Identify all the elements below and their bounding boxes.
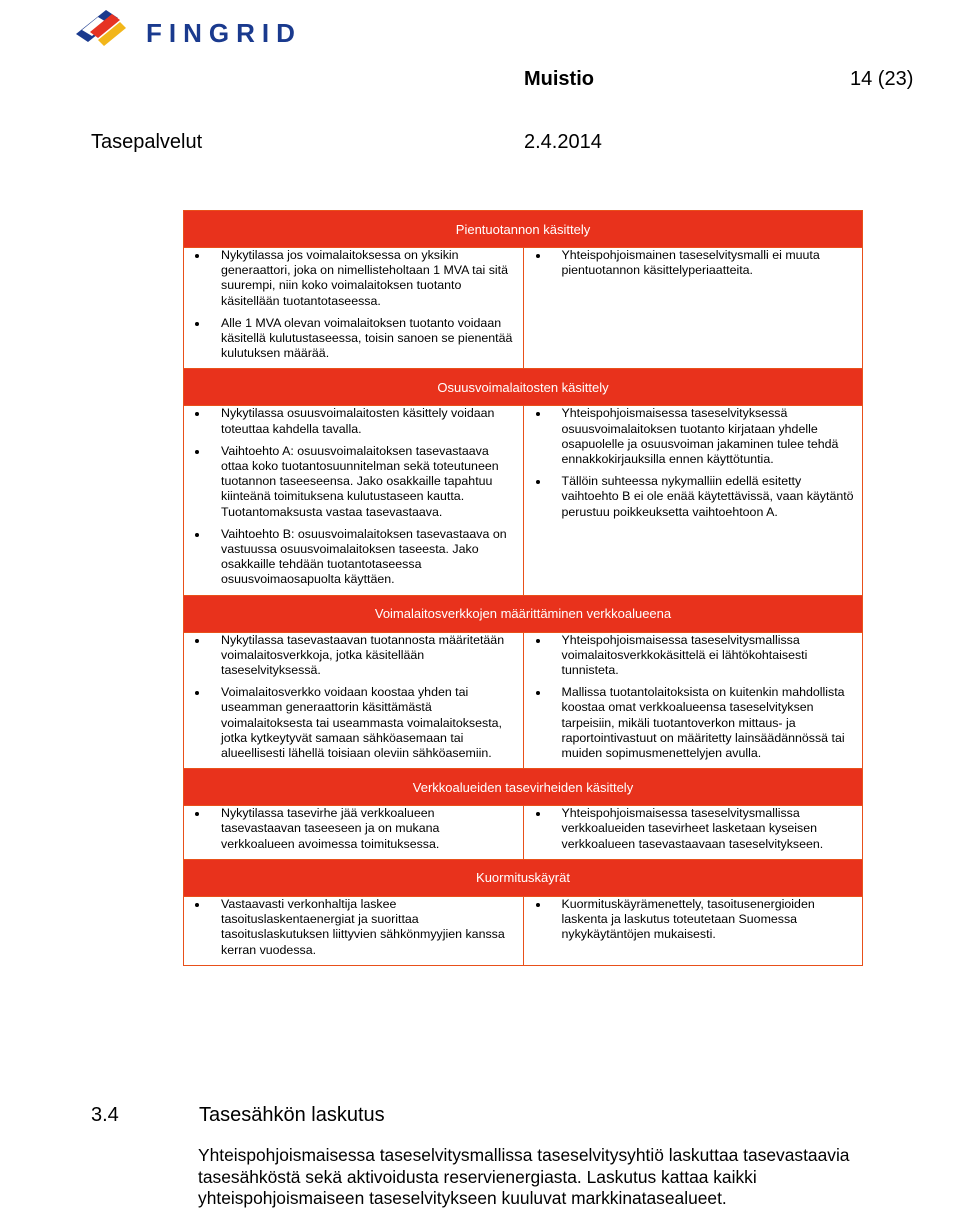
section-title-text: Tasesähkön laskutus bbox=[199, 1104, 385, 1126]
list-item: Voimalaitosverkko voidaan koostaa yhden tai useamman generaattorin käsittämästä voimalaitoksesta tai useammasta voimalaitoksesta, jotka kytkeytyvät samaan sähköasemaan tai alueellisesti lähellä toisiaan oleviin sähköasemiin. bbox=[184, 685, 523, 761]
comparison-table bbox=[183, 210, 863, 966]
section-header: Osuusvoimalaitosten käsittely bbox=[184, 369, 863, 406]
logo-mark-icon bbox=[76, 10, 126, 46]
fingrid-logo bbox=[68, 4, 308, 54]
document-type: Muistio bbox=[524, 68, 594, 90]
nordic-model-cell bbox=[523, 632, 863, 769]
list-item: Kuormituskäyrämenettely, tasoitusenergioiden laskenta ja laskutus toteutetaan Suomessa nykykäytäntöjen mukaisesti. bbox=[524, 897, 863, 943]
table-row bbox=[184, 806, 863, 860]
current-state-cell bbox=[184, 896, 524, 965]
list-item: Nykytilassa osuusvoimalaitosten käsittely voidaan toteuttaa kahdella tavalla. bbox=[184, 406, 523, 436]
section-body-text: Yhteispohjoismaisessa taseselvitysmallissa taseselvitysyhtiö laskuttaa tasevastaavia tasesähköstä sekä aktivoidusta reservienergiasta. Laskutus kattaa kaikki yhteispohjoismaiseen taseselvitykseen kuuluvat markkinatasealueet. bbox=[198, 1145, 850, 1208]
page-number: 14 (23) bbox=[850, 68, 914, 90]
list-item: Nykytilassa tasevastaavan tuotannosta määritetään voimalaitosverkkoja, jotka käsitellään taseselvityksessä. bbox=[184, 633, 523, 679]
section-header: Voimalaitosverkkojen määrittäminen verkkoalueena bbox=[184, 595, 863, 632]
list-item: Mallissa tuotantolaitoksista on kuitenkin mahdollista koostaa omat verkkoalueensa taseselvityksen tarpeisiin, mikäli tuotantoverkon mittaus- ja raportointivastuut on määritetty lainsäädännössä tai muiden sopimusmenettelyjen avulla. bbox=[524, 685, 863, 761]
list-item: Yhteispohjoismainen taseselvitysmalli ei muuta pientuotannon käsittelyperiaatteita. bbox=[524, 248, 863, 278]
nordic-model-cell bbox=[523, 248, 863, 369]
department: Tasepalvelut bbox=[91, 131, 203, 153]
section-header: Verkkoalueiden tasevirheiden käsittely bbox=[184, 769, 863, 806]
nordic-model-cell bbox=[523, 896, 863, 965]
table-row bbox=[184, 248, 863, 369]
list-item: Vaihtoehto B: osuusvoimalaitoksen tasevastaava on vastuussa osuusvoimalaitoksen taseesta. Jako osakkaille tehdään tuotantotaseessa osuusvoimaosapuolta käyttäen. bbox=[184, 527, 523, 588]
list-item: Vastaavasti verkonhaltija laskee tasoituslaskentaenergiat ja suorittaa tasoituslaskutuksen liittyvien sähkönmyyjien kanssa kerran vuodessa. bbox=[184, 897, 523, 958]
list-item: Vaihtoehto A: osuusvoimalaitoksen tasevastaava ottaa koko tuotantosuunnitelman sekä toteutuneen tuotannon taseeseensa. Jako osakkaille tapahtuu kiinteänä toimituksena kulutustaseen kautta. Tuotantomaksusta vastaa tasevastaava. bbox=[184, 444, 523, 520]
list-item: Nykytilassa jos voimalaitoksessa on yksikin generaattori, joka on nimellisteholtaan 1 MVA tai sitä suurempi, niin koko voimalaitoksen tuotanto käsitellään tuotantotaseessa. bbox=[184, 248, 523, 309]
current-state-cell bbox=[184, 248, 524, 369]
current-state-cell bbox=[184, 806, 524, 860]
current-state-cell bbox=[184, 632, 524, 769]
list-item: Yhteispohjoismaisessa taseselvitysmallissa voimalaitosverkkokäsittelä ei lähtökohtaisesti tunnisteta. bbox=[524, 633, 863, 679]
nordic-model-cell bbox=[523, 806, 863, 860]
table-row bbox=[184, 632, 863, 769]
nordic-model-cell bbox=[523, 406, 863, 595]
list-item: Yhteispohjoismaisessa taseselvitysmallissa verkkoalueiden tasevirheet lasketaan kyseisen verkkoalueen tasevastaavaan taseselvitykseen. bbox=[524, 806, 863, 852]
section-heading bbox=[91, 1104, 385, 1127]
table-row bbox=[184, 406, 863, 595]
list-item: Yhteispohjoismaisessa taseselvityksessä osuusvoimalaitoksen tuotanto kirjataan yhdelle osapuolelle ja osuusvoiman jakaminen tulee tehdä ennakkokirjauksilla ennen käyttötuntia. bbox=[524, 406, 863, 467]
section-header: Pientuotannon käsittely bbox=[184, 211, 863, 248]
list-item: Tällöin suhteessa nykymalliin edellä esitetty vaihtoehto B ei ole enää käytettävissä, vaan käytäntö perustuu poikkeuksetta vaihtoehtoon A. bbox=[524, 474, 863, 520]
list-item: Alle 1 MVA olevan voimalaitoksen tuotanto voidaan käsitellä kulutustaseessa, toisin sanoen se pienentää kulutuksen määrää. bbox=[184, 316, 523, 362]
list-item: Nykytilassa tasevirhe jää verkkoalueen tasevastaavan taseeseen ja on mukana verkkoalueen avoimessa toimituksessa. bbox=[184, 806, 523, 852]
section-header: Kuormituskäyrät bbox=[184, 859, 863, 896]
table-row bbox=[184, 896, 863, 965]
document-date: 2.4.2014 bbox=[524, 131, 602, 153]
current-state-cell bbox=[184, 406, 524, 595]
section-number: 3.4 bbox=[91, 1104, 119, 1126]
logo-text: FINGRID bbox=[146, 18, 302, 48]
